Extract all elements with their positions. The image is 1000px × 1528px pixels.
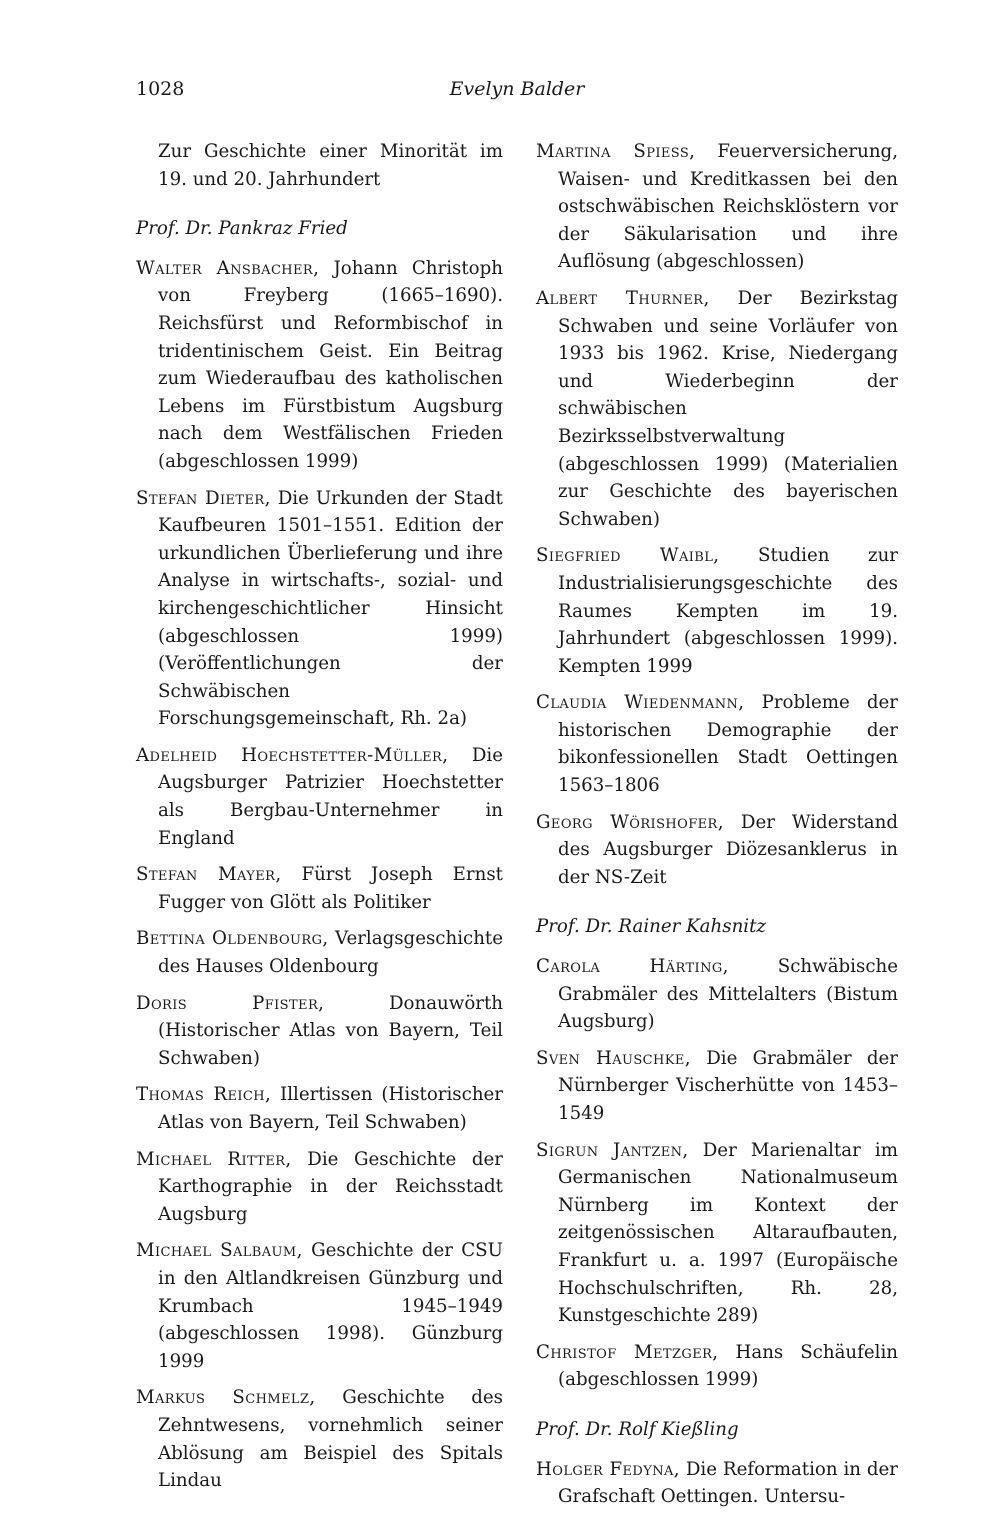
list-item [136, 485, 503, 733]
entry-title: Der Widerstand des Augsburger Diözesanklerus in der NS-Zeit [558, 811, 898, 888]
list-item [536, 138, 898, 276]
page-header [136, 78, 898, 108]
list-item [536, 1339, 898, 1394]
entry-title: Der Marienaltar im Germanischen Nationalmuseum Nürnberg im Kontext der zeitgenössischen Altaraufbauten, Frankfurt u. a. 1997 (Europäische Hochschulschriften, Rh. 28, Kunstgeschichte 289) [558, 1139, 898, 1327]
list-item [136, 925, 503, 980]
entry-author: Michael Salbaum, [136, 1240, 303, 1262]
entry-author: Markus Schmelz, [136, 1387, 316, 1409]
list-item [136, 742, 503, 852]
entry-title: Der Bezirkstag Schwaben und seine Vorläufer von 1933 bis 1962. Krise, Niedergang und Wiederbeginn der schwäbischen Bezirksselbstverwaltung (abgeschlossen 1999) (Materialien zur Geschichte des bayerischen Schwaben) [558, 287, 898, 530]
entry-author: Walter Ansbacher, [136, 257, 320, 279]
entry-author: Martina Spiess, [536, 141, 696, 162]
list-item [136, 1384, 503, 1494]
entry-author: Bettina Oldenbourg, [136, 928, 329, 950]
list-item [536, 1137, 898, 1330]
list-item [536, 809, 898, 892]
entry-title: Geschichte der CSU in den Altlandkreisen Günzburg und Krumbach 1945–1949 (abgeschlossen 1998). Günzburg 1999 [158, 1240, 503, 1372]
entry-title: Die Augsburger Patrizier Hoechstetter als Bergbau-Unternehmer in England [158, 744, 503, 849]
entry-author: Christof Metzger, [536, 1341, 719, 1363]
entry-title: Johann Christoph von Freyberg (1665–1690). Reichsfürst und Reformbischof in tridentinischem Geist. Ein Beitrag zum Wiederaufbau des katholischen Lebens im Fürstbistum Augsburg nach dem Westfälischen Frieden (abgeschlossen 1999) [158, 257, 503, 472]
entry-title: Illertissen (Historischer Atlas von Bayern, Teil Schwaben) [158, 1084, 503, 1133]
entry-author: Holger Fedyna, [536, 1458, 680, 1480]
list-item [136, 1237, 503, 1375]
list-item [536, 1045, 898, 1128]
entry-title: Feuerversicherung, Waisen- und Kreditkassen bei den ostschwäbischen Reichsklöstern vor der Säkularisation und ihre Auflösung (abgeschlossen) [558, 141, 898, 273]
list-item [136, 1146, 503, 1229]
entry-author: Stefan Dieter, [136, 487, 271, 509]
entry-author: Sven Hauschke, [536, 1047, 691, 1069]
list-item [536, 285, 898, 533]
list-item [536, 953, 898, 1036]
entry-title: Verlagsgeschichte des Hauses Oldenbourg [158, 928, 503, 978]
entry-author: Thomas Reich, [136, 1084, 272, 1106]
right-column [536, 138, 898, 1520]
list-item [536, 542, 898, 680]
entry-list-fried-continued [536, 138, 898, 891]
list-item [536, 689, 898, 799]
page-number: 1028 [136, 78, 185, 100]
entry-author: Michael Ritter, [136, 1148, 292, 1170]
entry-author: Siegfried Waibl, [536, 545, 720, 567]
entry-author: Sigrun Jantzen, [536, 1139, 689, 1161]
entry-title: Donauwörth (Historischer Atlas von Bayern, Teil Schwaben) [158, 992, 503, 1069]
entry-author: Carola Härting, [536, 956, 729, 978]
section-heading-kiessling: Prof. Dr. Rolf Kießling [536, 1418, 739, 1440]
entry-title: Schwäbische Grabmäler des Mittelalters (Bistum Augsburg) [558, 956, 898, 1033]
left-column [136, 138, 503, 1504]
entry-author: Georg Wörishofer, [536, 811, 724, 833]
entry-title: Die Grabmäler der Nürnberger Vischerhütte von 1453–1549 [558, 1047, 898, 1124]
running-head: Evelyn Balder [449, 78, 585, 100]
entry-list-kahsnitz [536, 953, 898, 1394]
entry-title: Geschichte des Zehntwesens, vornehmlich seiner Ablösung am Beispiel des Spitals Lindau [158, 1387, 503, 1492]
entry-author: Claudia Wiedenmann, [536, 692, 745, 714]
list-item [136, 255, 503, 476]
entry-author: Doris Pfister, [136, 992, 325, 1014]
entry-title: Die Reformation in der Grafschaft Oettingen. Untersu- [558, 1458, 898, 1508]
list-item [536, 1456, 898, 1511]
section-heading-kahsnitz: Prof. Dr. Rainer Kahsnitz [536, 916, 766, 938]
entry-title: Die Geschichte der Karthographie in der Reichsstadt Augsburg [158, 1148, 503, 1225]
continued-entry: Zur Geschichte einer Minorität im 19. und 20. Jahrhundert [158, 141, 503, 190]
list-item [136, 861, 503, 916]
entry-title: Hans Schäufelin (abgeschlossen 1999) [558, 1341, 898, 1391]
entry-author: Albert Thurner, [536, 287, 710, 309]
list-item [136, 1081, 503, 1136]
entry-title: Probleme der historischen Demographie der bikonfessionellen Stadt Oettingen 1563–1806 [558, 692, 898, 797]
entry-list-kiessling [536, 1456, 898, 1511]
entry-list-fried [136, 255, 503, 1495]
entry-title: Fürst Joseph Ernst Fugger von Glött als Politiker [158, 864, 503, 913]
section-heading-fried: Prof. Dr. Pankraz Fried [136, 218, 348, 240]
entry-title: Studien zur Industrialisierungsgeschichte des Raumes Kempten im 19. Jahrhundert (abgeschlossen 1999). Kempten 1999 [558, 545, 898, 677]
entry-title: Die Urkunden der Stadt Kaufbeuren 1501–1551. Edition der urkundlichen Überlieferung und ihre Analyse in wirtschafts-, sozial- und kirchengeschichtlicher Hinsicht (abgeschlossen 1999) (Veröffentlichungen der Schwäbischen Forschungsgemeinschaft, Rh. 2a) [158, 487, 503, 730]
list-item [136, 990, 503, 1073]
entry-author: Adelheid Hoechstetter-Müller, [136, 744, 449, 766]
entry-author: Stefan Mayer, [136, 864, 282, 886]
